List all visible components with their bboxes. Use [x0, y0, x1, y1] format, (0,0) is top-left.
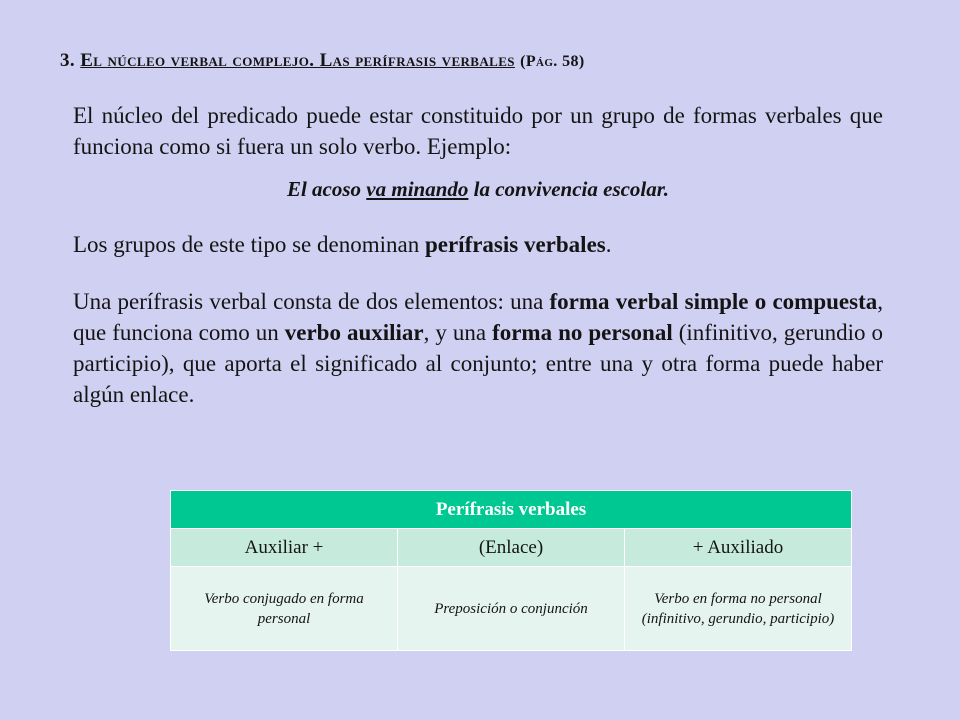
example-after: la convivencia escolar. [468, 177, 670, 201]
header-auxiliar: Auxiliar + [171, 529, 398, 567]
explanation-text-1: Una perífrasis verbal consta de dos elementos: una [73, 289, 550, 314]
table-row [171, 567, 852, 651]
explanation-text-3: , y una [423, 320, 493, 345]
section-title: El núcleo verbal complejo. Las perífrasis verbales [80, 50, 515, 71]
term-forma-verbal: forma verbal simple o compuesta [549, 289, 878, 314]
term-verbo-auxiliar: verbo auxiliar [284, 320, 424, 345]
table-title: Perífrasis verbales [171, 491, 852, 529]
definition-end: . [605, 232, 612, 257]
table-header-row [171, 529, 852, 567]
example-periphrasis: va minando [366, 177, 469, 201]
header-auxiliado: + Auxiliado [625, 529, 852, 567]
cell-auxiliar: Verbo conjugado en forma personal [171, 567, 398, 651]
main-text [73, 100, 883, 410]
cell-auxiliado: Verbo en forma no personal (infinitivo, gerundio, participio) [625, 567, 852, 651]
term-forma-no-personal: forma no personal [492, 320, 673, 345]
explanation-text-4: (infinitivo, gerundio o participio), que aporta el significado al conjunto; entre una y otra forma puede haber algún enlace. [73, 320, 883, 407]
section-number: 3. [60, 50, 76, 71]
intro-paragraph: El núcleo del predicado puede estar constituido por un grupo de formas verbales que funciona como si fuera un solo verbo. Ejemplo: [73, 103, 883, 159]
periphrasis-table [170, 490, 852, 651]
header-enlace: (Enlace) [398, 529, 625, 567]
definition-term: perífrasis verbales [424, 232, 606, 257]
section-heading [60, 50, 900, 72]
cell-enlace: Preposición o conjunción [398, 567, 625, 651]
example-before: El acoso [286, 177, 367, 201]
definition-text: Los grupos de este tipo se denominan [73, 232, 425, 257]
explanation-paragraph [73, 286, 883, 410]
page-reference: (Pág. 58) [520, 53, 585, 70]
example-sentence [73, 174, 883, 205]
definition-paragraph [73, 229, 883, 260]
explanation-text-2: , que funciona como un [73, 289, 883, 345]
